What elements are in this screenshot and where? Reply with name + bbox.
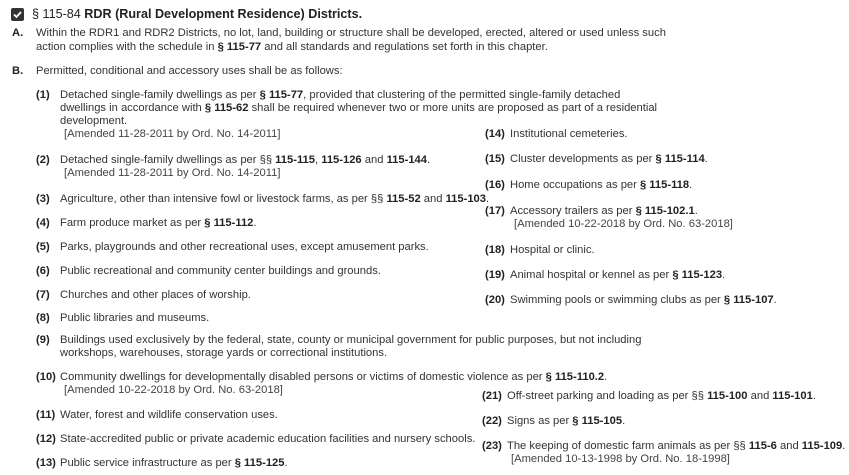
subsection-b-text: Permitted, conditional and accessory uses shall be as follows:: [36, 65, 343, 77]
item-15-text: Cluster developments as per § 115-114.: [510, 153, 708, 165]
subsection-a-line1: Within the RDR1 and RDR2 Districts, no lot, land, building or structure shall be developed, erected, altered or used unless such: [36, 27, 666, 39]
ref-115-52-link[interactable]: 115-52: [386, 193, 421, 205]
subsection-a-label: A.: [12, 27, 24, 39]
item-23-number: (23): [482, 440, 502, 452]
item-17-amendment[interactable]: [Amended 10-22-2018 by Ord. No. 63-2018]: [514, 218, 733, 230]
item-9-line1: Buildings used exclusively by the federal, state, county or municipal government for public purposes, but not including: [60, 334, 642, 346]
section-title: [32, 7, 362, 22]
ref-115-101-link[interactable]: 115-101: [772, 390, 813, 402]
ref-115-105-link[interactable]: § 115-105: [572, 415, 623, 427]
subsection-b-label: B.: [12, 65, 24, 77]
item-2-amendment[interactable]: [Amended 11-28-2011 by Ord. No. 14-2011]: [64, 167, 281, 179]
subsection-a-line2: action complies with the schedule in § 115-77 and all standards and regulations set forth in this chapter.: [36, 41, 548, 53]
item-20-number: (20): [485, 294, 505, 306]
ref-115-144-link[interactable]: 115-144: [386, 154, 428, 166]
ref-115-6-link[interactable]: 115-6: [748, 440, 777, 452]
item-16-text: Home occupations as per § 115-118.: [510, 179, 693, 191]
ref-115-126-link[interactable]: 115-126: [321, 154, 362, 166]
item-15-number: (15): [485, 153, 505, 165]
item-4-text: Farm produce market as per § 115-112.: [60, 217, 257, 229]
item-10-number: (10): [36, 371, 56, 383]
item-12-number: (12): [36, 433, 56, 445]
item-18-text: Hospital or clinic.: [510, 244, 595, 256]
item-6-number: (6): [36, 265, 50, 277]
item-16-number: (16): [485, 179, 505, 191]
section-name: RDR (Rural Development Residence) Districts.: [84, 7, 363, 21]
item-18-number: (18): [485, 244, 505, 256]
item-19-text: Animal hospital or kennel as per § 115-123.: [510, 269, 726, 281]
item-12-text: State-accredited public or private academic education facilities and nursery schools.: [60, 433, 476, 445]
ref-115-110-2-link[interactable]: § 115-110.2: [545, 371, 605, 383]
item-2-number: (2): [36, 154, 50, 166]
item-1-line2: dwellings in accordance with § 115-62 shall be required whenever two or more units are proposed as part of a residential: [60, 102, 658, 114]
item-19-number: (19): [485, 269, 505, 281]
ref-115-77-link[interactable]: § 115-77: [259, 89, 304, 101]
item-11-text: Water, forest and wildlife conservation uses.: [60, 409, 278, 421]
ref-115-109-link[interactable]: 115-109: [801, 440, 843, 452]
item-5-text: Parks, playgrounds and other recreational uses, except amusement parks.: [60, 241, 429, 253]
item-17-number: (17): [485, 205, 505, 217]
item-1-line3: development.: [60, 115, 128, 127]
ref-115-102-1-link[interactable]: § 115-102.1: [635, 205, 695, 217]
item-13-number: (13): [36, 457, 56, 469]
ref-115-114-link[interactable]: § 115-114: [655, 153, 705, 165]
item-22-number: (22): [482, 415, 502, 427]
item-9-line2: workshops, warehouses, storage yards or correctional institutions.: [60, 347, 388, 359]
item-8-number: (8): [36, 312, 50, 324]
item-1-number: (1): [36, 89, 50, 101]
item-23-amendment[interactable]: [Amended 10-13-1998 by Ord. No. 18-1998]: [511, 453, 730, 465]
item-14-text: Institutional cemeteries.: [510, 128, 628, 140]
item-9-number: (9): [36, 334, 50, 346]
ref-115-115-link[interactable]: 115-115: [275, 154, 315, 166]
item-23-text: The keeping of domestic farm animals as per §§ 115-6 and 115-109.: [507, 440, 846, 452]
item-20-text: Swimming pools or swimming clubs as per § 115-107.: [510, 294, 777, 306]
item-14-number: (14): [485, 128, 505, 140]
item-11-number: (11): [36, 409, 56, 421]
checkmark-icon: [12, 9, 23, 20]
item-8-text: Public libraries and museums.: [60, 312, 210, 324]
item-13-text: Public service infrastructure as per § 115-125.: [60, 457, 288, 469]
ref-115-100-link[interactable]: 115-100: [707, 390, 748, 402]
ref-115-112-link[interactable]: § 115-112: [204, 217, 254, 229]
item-4-number: (4): [36, 217, 50, 229]
ref-115-118-link[interactable]: § 115-118: [639, 179, 690, 191]
item-1-amendment[interactable]: [Amended 11-28-2011 by Ord. No. 14-2011]: [64, 128, 281, 140]
item-21-number: (21): [482, 390, 502, 402]
item-10-text: Community dwellings for developmentally disabled persons or victims of domestic violence as per § 115-110.2.: [60, 371, 608, 383]
ref-115-77-link[interactable]: § 115-77: [217, 41, 262, 53]
item-3-text: Agriculture, other than intensive fowl or livestock farms, as per §§ 115-52 and 115-103.: [60, 193, 490, 205]
item-22-text: Signs as per § 115-105.: [507, 415, 626, 427]
ref-115-107-link[interactable]: § 115-107: [723, 294, 774, 306]
item-5-number: (5): [36, 241, 50, 253]
section-number: § 115-84: [32, 7, 81, 21]
item-2-line1: Detached single-family dwellings as per §§ 115-115, 115-126 and 115-144.: [60, 154, 431, 166]
ref-115-103-link[interactable]: 115-103: [445, 193, 487, 205]
item-7-text: Churches and other places of worship.: [60, 289, 251, 301]
ref-115-62-link[interactable]: § 115-62: [204, 102, 249, 114]
ref-115-123-link[interactable]: § 115-123: [672, 269, 723, 281]
item-17-text: Accessory trailers as per § 115-102.1.: [510, 205, 698, 217]
item-10-amendment[interactable]: [Amended 10-22-2018 by Ord. No. 63-2018]: [64, 384, 283, 396]
item-21-text: Off-street parking and loading as per §§ 115-100 and 115-101.: [507, 390, 816, 402]
section-checkbox[interactable]: [11, 8, 24, 21]
ref-115-125-link[interactable]: § 115-125: [234, 457, 285, 469]
item-1-line1: Detached single-family dwellings as per § 115-77, provided that clustering of the permitted single-family detached: [60, 89, 621, 101]
item-7-number: (7): [36, 289, 50, 301]
item-3-number: (3): [36, 193, 50, 205]
item-6-text: Public recreational and community center buildings and grounds.: [60, 265, 381, 277]
